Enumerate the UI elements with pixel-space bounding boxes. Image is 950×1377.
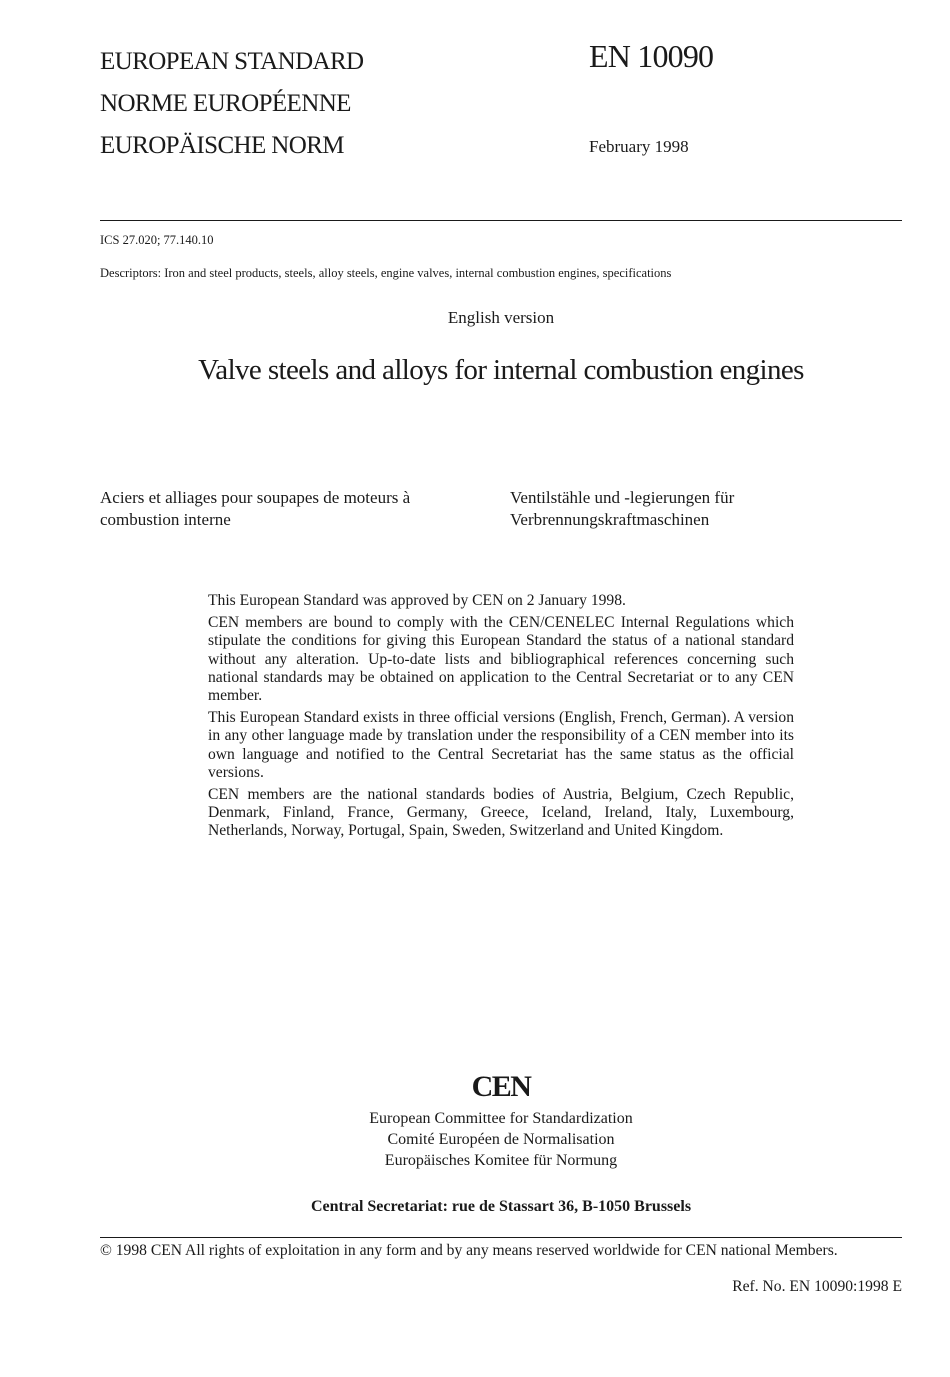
ics-codes: ICS 27.020; 77.140.10 (100, 233, 214, 247)
cen-name-fr: Comité Européen de Normalisation (387, 1131, 615, 1148)
versions-paragraph: This European Standard exists in three official versions (English, French, German). A version in any other language made by translation under the responsibility of a CEN member into its own language and notified to the Central Secretariat has the same status as the official versions. (208, 709, 794, 781)
footer-divider (100, 1237, 902, 1238)
approval-text (208, 592, 794, 845)
header-title-de: EUROPÄISCHE NORM (100, 132, 344, 159)
cen-logo: CEN (471, 1070, 531, 1103)
approval-paragraph: This European Standard was approved by CEN on 2 January 1998. (208, 592, 626, 609)
compliance-paragraph: CEN members are bound to comply with the CEN/CENELEC Internal Regulations which stipulate the conditions for giving this European Standard the status of a national standard without any alteration. Up-to-date lists and bibliographical references concerning such national standards may be obtained on application to the Central Secretariat or to any CEN member. (208, 614, 794, 705)
central-secretariat: Central Secretariat: rue de Stassart 36, B-1050 Brussels (310, 1198, 692, 1215)
version-label: English version (447, 308, 555, 327)
header-divider (100, 220, 902, 221)
german-title: Ventilstähle und -legierungen für Verbrennungskraftmaschinen (510, 488, 735, 529)
reference-number: Ref. No. EN 10090:1998 E (732, 1278, 902, 1295)
members-paragraph: CEN members are the national standards bodies of Austria, Belgium, Czech Republic, Denmark, Finland, France, Germany, Greece, Iceland, Ireland, Italy, Luxembourg, Netherlands, Norway, Portugal, Spain, Sweden, Switzerland and United Kingdom. (208, 786, 794, 840)
header-title-fr: NORME EUROPÉENNE (100, 90, 351, 117)
document-title: Valve steels and alloys for internal combustion engines (198, 354, 804, 386)
descriptors: Descriptors: Iron and steel products, steels, alloy steels, engine valves, internal combustion engines, specifications (100, 266, 672, 280)
copyright-notice: © 1998 CEN All rights of exploitation in any form and by any means reserved worldwide for CEN national Members. (100, 1242, 838, 1259)
header-title-en: EUROPEAN STANDARD (100, 48, 364, 75)
cen-name-en: European Committee for Standardization (369, 1110, 633, 1127)
standard-number: EN 10090 (589, 38, 714, 74)
publication-date: February 1998 (589, 137, 689, 156)
french-title: Aciers et alliages pour soupapes de moteurs à combustion interne (100, 488, 411, 529)
cen-names (0, 1108, 950, 1171)
cen-name-de: Europäisches Komitee für Normung (384, 1152, 618, 1169)
